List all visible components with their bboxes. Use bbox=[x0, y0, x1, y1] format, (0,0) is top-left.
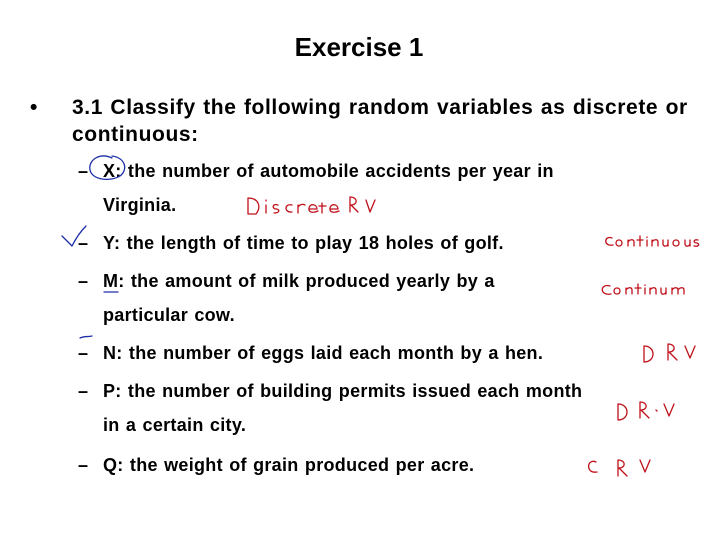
dash-item-y: – bbox=[78, 233, 89, 253]
item-m-line2: particular cow. bbox=[103, 305, 235, 325]
annotation-crv-q bbox=[589, 460, 650, 476]
item-x-line2: Virginia. bbox=[103, 195, 177, 215]
annotation-continuous-y bbox=[606, 236, 699, 246]
tick-mark-icon bbox=[80, 336, 92, 338]
item-m-line1: M: the amount of milk produced yearly by a bbox=[103, 271, 495, 291]
annotation-continuous-m bbox=[602, 284, 684, 294]
dash-item-p: – bbox=[78, 381, 89, 401]
item-q-line1: Q: the weight of grain produced per acre. bbox=[103, 455, 475, 475]
item-p-line1: P: the number of building permits issued each month bbox=[103, 381, 583, 401]
item-p-line2: in a certain city. bbox=[103, 415, 247, 435]
dash-item-m: – bbox=[78, 271, 89, 291]
dash-item-q: – bbox=[78, 455, 89, 475]
annotation-discrete-rv bbox=[248, 197, 375, 214]
exercise-prompt: 3.1 Classify the following random variables as discrete or continuous: bbox=[72, 96, 688, 146]
dash-item-n: – bbox=[78, 343, 89, 363]
item-y-line1: Y: the length of time to play 18 holes of golf. bbox=[103, 233, 504, 253]
dash-item-x: – bbox=[78, 161, 89, 181]
bullet-icon: • bbox=[30, 96, 38, 119]
slide-title: Exercise 1 bbox=[294, 32, 424, 62]
annotation-drv-n bbox=[644, 344, 695, 362]
item-x-line1: X: the number of automobile accidents per year in bbox=[103, 161, 554, 181]
annotation-drv-p bbox=[618, 402, 674, 420]
item-n-line1: N: the number of eggs laid each month by a hen. bbox=[103, 343, 544, 363]
